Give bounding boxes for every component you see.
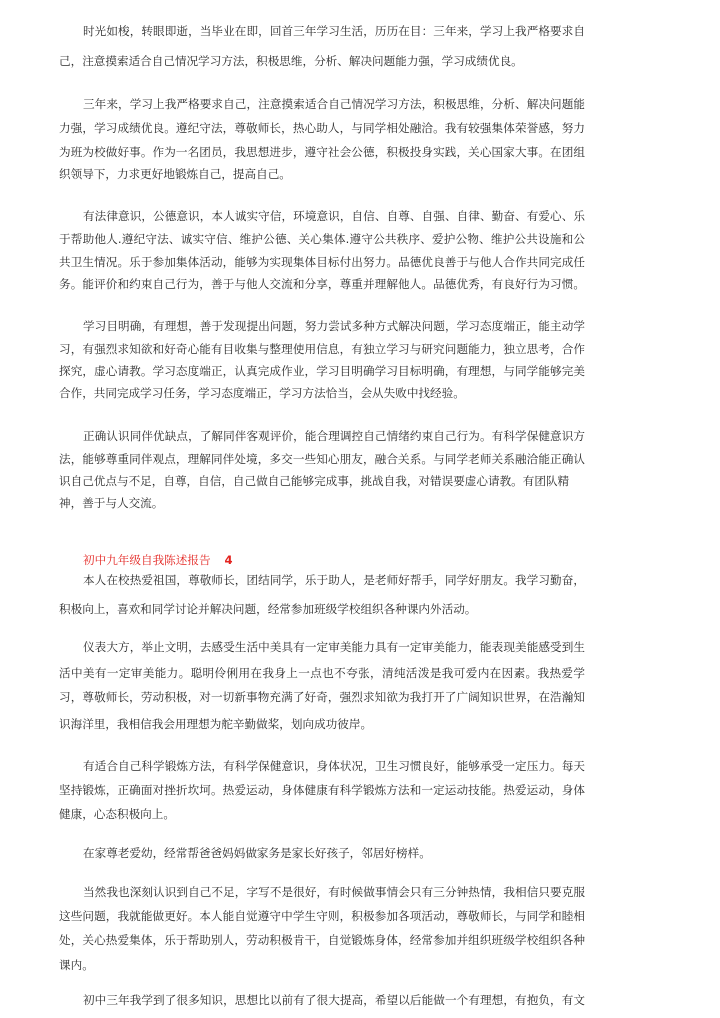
heading-title: 初中九年级自我陈述报告 (83, 553, 211, 567)
text-line: 初中三年我学到了很多知识，思想比以前有了很大提高，希望以后能做一个有理想，有抱负，有文 (83, 993, 585, 1007)
text-line: 处，关心热爱集体，乐于帮助别人，劳动积极肯干，自觉锻炼身体，经常参加并组织班级学校组织各种 (59, 933, 585, 947)
text-line: 活中美有一定审美能力。聪明伶俐用在我身上一点也不夸张，清纯活泼是我可爱内在因素。我热爱学 (59, 666, 585, 680)
text-line: 仪表大方，举止文明，去感受生活中美具有一定审美能力具有一定审美能力，能表现美能感受到生 (83, 640, 585, 654)
text-line: 力强，学习成绩优良。遵纪守法，尊敬师长，热心助人，与同学相处融洽。我有较强集体荣誉感，努力 (59, 121, 585, 135)
text-line: 当然我也深刻认识到自己不足，字写不是很好，有时候做事情会只有三分钟热情，我相信只要克服 (83, 885, 585, 899)
text-line: 习，有强烈求知欲和好奇心能有目收集与整理使用信息，有独立学习与研究问题能力，独立思考，合作 (59, 342, 585, 356)
text-line: 有适合自己科学锻炼方法，有科学保健意识，身体状况，卫生习惯良好，能够承受一定压力。每天 (83, 759, 585, 773)
text-line: 课内。 (59, 958, 94, 972)
text-line: 己，注意摸索适合自己情况学习方法，积极思维，分析、解决问题能力强，学习成绩优良。 (59, 54, 523, 68)
text-line: 有法律意识，公德意识，本人诚实守信，环境意识，自信、自尊、自强、自律、勤奋、有爱心、乐 (83, 209, 585, 223)
text-line: 这些问题，我就能做更好。本人能自觉遵守中学生守则，积极参加各项活动，尊敬师长，与同学和睦相 (59, 909, 585, 923)
text-line: 共卫生情况。乐于参加集体活动，能够为实现集体目标付出努力。品德优良善于与他人合作共同完成任 (59, 255, 585, 269)
text-line: 学习目明确，有理想，善于发现提出问题，努力尝试多种方式解决问题，学习态度端正，能主动学 (83, 319, 585, 333)
text-line: 在家尊老爱幼，经常帮爸爸妈妈做家务是家长好孩子，邻居好榜样。 (83, 846, 431, 860)
text-line: 健康，心态积极向上。 (59, 807, 175, 821)
text-line: 识自己优点与不足，自尊，自信，自己做自己能够完成事，挑战自我，对错误要虚心请教。有团队精 (59, 474, 570, 488)
text-line: 本人在校热爱祖国，尊敬师长，团结同学，乐于助人，是老师好帮手，同学好朋友。我学习勤奋， (83, 573, 585, 587)
text-line: 正确认识同伴优缺点，了解同伴客观评价，能合理调控自己情绪约束自己行为。有科学保健意识方 (83, 429, 585, 443)
text-line: 务。能评价和约束自己行为，善于与他人交流和分享，尊重并理解他人。品德优秀，有良好行为习惯。 (59, 277, 585, 291)
text-line: 积极向上，喜欢和同学讨论并解决问题，经常参加班级学校组织各种课内外活动。 (59, 602, 477, 616)
section-heading (83, 552, 233, 568)
heading-number: 4 (224, 553, 233, 567)
text-line: 织领导下，力求更好地锻炼自己，提高自己。 (59, 167, 291, 181)
text-line: 时光如梭，转眼即逝，当毕业在即，回首三年学习生活，历历在目：三年来，学习上我严格要求自 (83, 24, 585, 38)
text-line: 坚持锻炼，正确面对挫折坎坷。热爱运动，身体健康有科学锻炼方法和一定运动技能。热爱运动，身体 (59, 783, 585, 797)
text-line: 为班为校做好事。作为一名团员，我思想进步，遵守社会公德，积极投身实践，关心国家大事。在团组 (59, 145, 585, 159)
text-line: 法，能够尊重同伴观点，理解同伴处境，多交一些知心朋友，融合关系。与同学老师关系融洽能正确认 (59, 452, 585, 466)
text-line: 三年来，学习上我严格要求自己，注意摸索适合自己情况学习方法，积极思维，分析、解决问题能 (83, 97, 585, 111)
text-line: 识海洋里，我相信我会用理想为舵辛勤做桨，划向成功彼岸。 (59, 717, 373, 731)
text-line: 探究，虚心请教。学习态度端正，认真完成作业，学习目明确学习目标明确，有理想，与同学能够完美 (59, 364, 585, 378)
text-line: 于帮助他人.遵纪守法、诚实守信、维护公德、关心集体.遵守公共秩序、爱护公物、维护公共设施和公 (59, 232, 585, 246)
text-line: 神，善于与人交流。 (59, 496, 164, 510)
text-line: 习，尊敬师长，劳动积极，对一切新事物充满了好奇，强烈求知欲为我打开了广阔知识世界，在浩瀚知 (59, 690, 585, 704)
text-line: 合作，共同完成学习任务，学习态度端正，学习方法恰当，会从失败中找经验。 (59, 386, 465, 400)
